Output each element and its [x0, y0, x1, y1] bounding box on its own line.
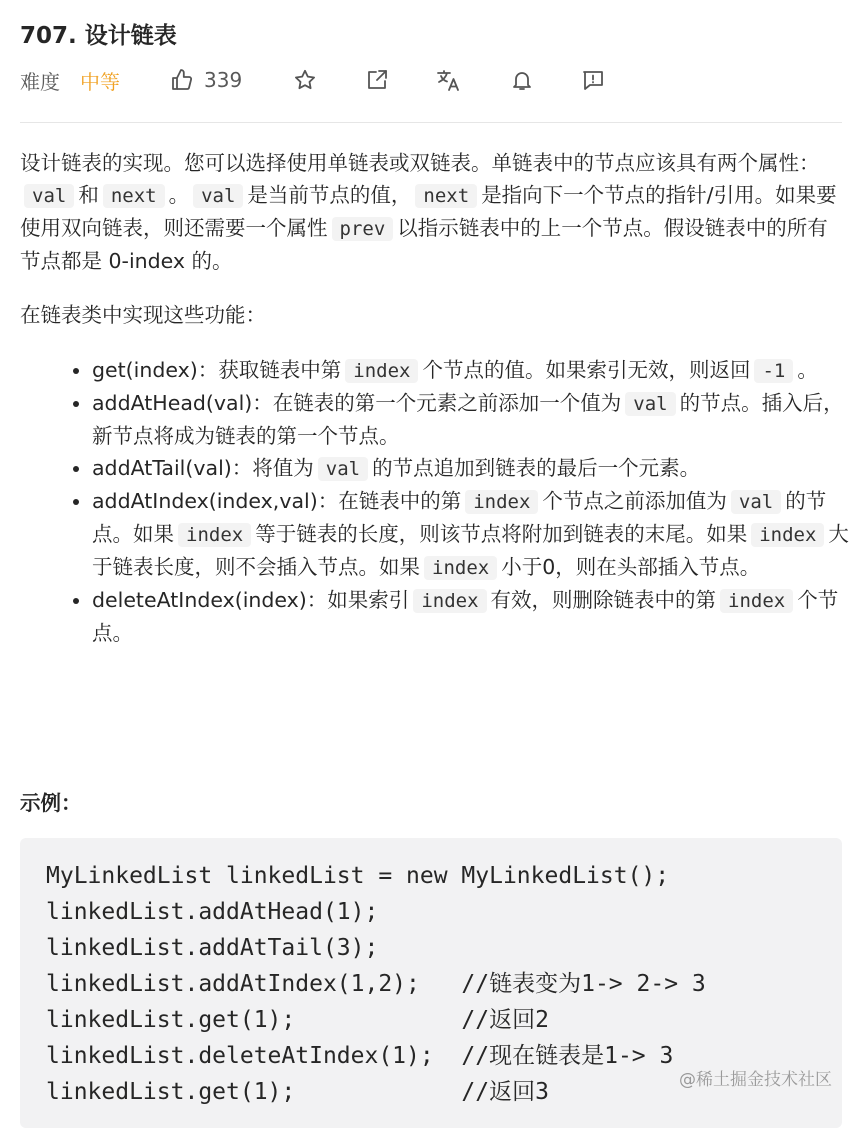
inline-code: val	[24, 184, 74, 208]
functions-subheading: 在链表类中实现这些功能：	[20, 303, 266, 327]
inline-code: prev	[332, 217, 394, 241]
text: 个节点的值。如果索引无效，则返回	[422, 358, 751, 382]
inline-code: -1	[754, 359, 793, 383]
watermark: @稀土掘金技术社区	[679, 1070, 832, 1090]
example-heading: 示例：	[20, 791, 82, 815]
problem-title: 707. 设计链表	[20, 23, 177, 49]
notification-button[interactable]	[510, 62, 534, 98]
text: deleteAtIndex(index)：如果索引	[92, 588, 410, 612]
like-count: 339	[204, 68, 243, 92]
text: 的节点。插入后，新节点将成为链表的第一个节点。	[92, 391, 844, 448]
inline-code: val	[193, 184, 243, 208]
text: 个节点。	[92, 588, 839, 645]
divider	[20, 122, 842, 123]
text: 是当前节点的值，	[247, 183, 412, 207]
inline-code: val	[318, 457, 368, 481]
inline-code: index	[178, 523, 251, 547]
text: 。	[168, 183, 190, 207]
problem-meta-bar	[20, 62, 842, 98]
translate-button[interactable]	[436, 62, 462, 98]
list-item	[92, 387, 852, 452]
text: get(index)：获取链表中第	[92, 358, 342, 382]
like-button[interactable]	[170, 62, 242, 98]
difficulty-value: 中等	[80, 69, 120, 94]
example-code: MyLinkedList linkedList = new MyLinkedList(); linkedList.addAtHead(1); linkedList.addAtTail(3); linkedList.addAtIndex(1,2); //链表变为1-> 2-> 3 linkedList.get(1); //返回2 linkedList.deleteAtIndex(1); //现在链表是1-> 3 linkedList.get(1); //返回3	[46, 863, 706, 1105]
text: 等于链表的长度，则该节点将附加到链表的末尾。如果	[255, 522, 748, 546]
text: 个节点之前添加值为	[542, 489, 727, 513]
inline-code: next	[103, 184, 165, 208]
inline-code: val	[625, 392, 675, 416]
translate-icon	[436, 68, 462, 92]
inline-code: val	[731, 490, 781, 514]
feedback-button[interactable]	[581, 62, 605, 98]
difficulty	[20, 62, 120, 98]
text: addAtHead(val)：在链表的第一个元素之前添加一个值为	[92, 391, 622, 415]
list-item	[92, 485, 852, 584]
list-item	[92, 452, 852, 485]
list-item	[92, 354, 852, 387]
inline-code: index	[465, 490, 538, 514]
star-icon	[293, 68, 317, 92]
text: addAtIndex(index,val)：在链表中的第	[92, 489, 462, 513]
thumbs-up-icon	[170, 68, 194, 92]
text: 有效，则删除链表中的第	[490, 588, 717, 612]
text: 。	[797, 358, 818, 382]
inline-code: index	[720, 589, 793, 613]
list-item	[92, 584, 852, 649]
inline-code: next	[415, 184, 477, 208]
text: addAtTail(val)：将值为	[92, 456, 314, 480]
feedback-icon	[581, 68, 605, 92]
bell-icon	[510, 68, 534, 92]
inline-code: index	[424, 556, 497, 580]
text: 的节点追加到链表的最后一个元素。	[372, 456, 701, 480]
text: 以指示链表中的上一个节点。假设链表中的所有节点都是 0-index 的。	[20, 216, 828, 273]
description-paragraph	[20, 147, 842, 277]
text: 是指向下一个节点的指针/引用。如果要使用双向链表，则还需要一个属性	[20, 183, 837, 240]
difficulty-label: 难度	[20, 69, 60, 94]
share-icon	[365, 68, 389, 92]
share-button[interactable]	[365, 62, 389, 98]
problem-description	[20, 147, 842, 277]
text: 小于0，则在头部插入节点。	[501, 555, 761, 579]
text: 和	[78, 183, 99, 207]
inline-code: index	[751, 523, 824, 547]
favorite-button[interactable]	[293, 62, 317, 98]
text: 大于链表长度，则不会插入节点。如果	[92, 522, 849, 579]
text: 设计链表的实现。您可以选择使用单链表或双链表。单链表中的节点应该具有两个属性：	[20, 151, 820, 175]
text: 的节点。如果	[92, 489, 827, 546]
inline-code: index	[413, 589, 486, 613]
function-list	[64, 354, 852, 649]
inline-code: index	[345, 359, 418, 383]
